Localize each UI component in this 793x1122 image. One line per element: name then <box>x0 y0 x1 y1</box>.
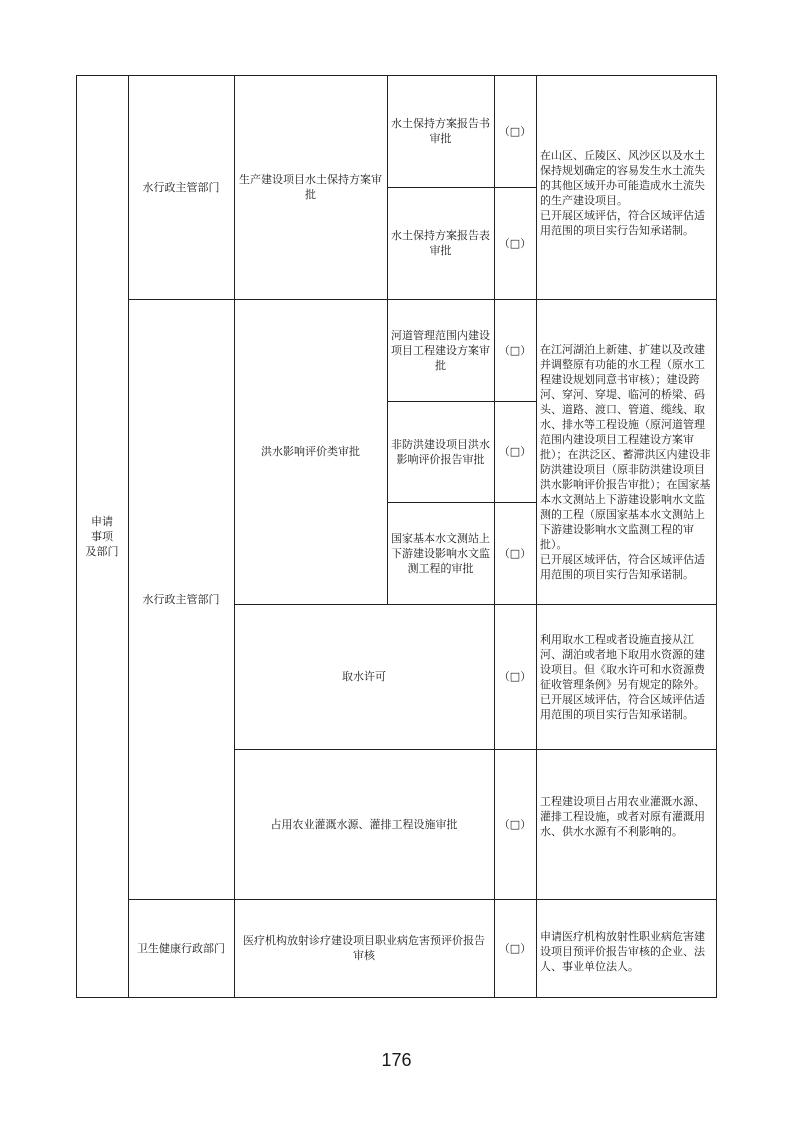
subitem-cell: 河道管理范围内建设项目工程建设方案审批 <box>391 328 490 372</box>
scope-cell: 利用取水工程或者设施直接从江河、湖泊或者地下取用水资源的建设项目。但《取水许可和水资源费征收管理条例》另有规定的除外。已开展区域评估，符合区域评估适用范围的项目实行告知承诺制。 <box>540 633 705 721</box>
subitem-cell: 水土保持方案报告表审批 <box>391 229 490 257</box>
checkbox-mark: （□） <box>498 670 532 683</box>
checkbox-mark: （□） <box>498 236 532 250</box>
checkbox-mark: （□） <box>498 817 532 831</box>
category-cell: 申请 事项 及部门 <box>85 515 119 558</box>
scope-cell: 在山区、丘陵区、风沙区以及水土保持规划确定的容易发生水土流失的其他区域开办可能造成水土流失的生产建设项目。 已开展区域评估，符合区域评估适用范围的项目实行告知承诺制。 <box>540 149 705 237</box>
matter-cell: 医疗机构放射诊疗建设项目职业病危害预评价报告审核 <box>243 934 485 962</box>
checkbox-mark: （□） <box>498 124 532 138</box>
matter-cell: 生产建设项目水土保持方案审批 <box>239 173 382 201</box>
department-cell: 卫生健康行政部门 <box>137 941 225 955</box>
table-border-bottom <box>76 997 717 998</box>
checkbox-mark: （□） <box>498 445 532 458</box>
matter-cell: 洪水影响评价类审批 <box>261 445 360 458</box>
checkbox-mark: （□） <box>498 343 532 357</box>
page-number: 176 <box>381 1050 412 1070</box>
scope-cell: 申请医疗机构放射性职业病危害建设项目预评价报告审核的企业、法人、事业单位法人。 <box>540 930 705 973</box>
subitem-cell: 水土保持方案报告书审批 <box>391 117 490 145</box>
department-cell: 水行政主管部门 <box>142 592 220 606</box>
matter-cell: 占用农业灌溉水源、灌排工程设施审批 <box>270 817 458 831</box>
table-border-right <box>716 75 717 998</box>
checkbox-mark: （□） <box>498 546 532 560</box>
scope-cell: 工程建设项目占用农业灌溉水源、灌排工程设施，或者对原有灌溉用水、供水水源有不利影响的。 <box>540 795 705 838</box>
matter-cell: 取水许可 <box>342 670 386 683</box>
subitem-cell: 国家基本水文测站上下游建设影响水文监测工程的审批 <box>391 531 490 575</box>
checkbox-mark: （□） <box>498 941 532 955</box>
department-cell: 水行政主管部门 <box>142 180 220 194</box>
subitem-cell: 非防洪建设项目洪水影响评价报告审批 <box>391 437 490 466</box>
scope-cell: 在江河湖泊上新建、扩建以及改建并调整原有功能的水工程（原水工程建设规划同意书审核）；建设跨河、穿河、穿堤、临河的桥梁、码头、道路、渡口、管道、缆线、取水、排水等工程设施（原河道管理范围内建设项目工程建设方案审批）；在洪泛区、蓄滞洪区内建设非防洪建设项目（原非防洪建设项目洪水影响评价报告审批）；在国家基本水文测站上下游建设影响水文监测的工程（原国家基本水文测站上下游建设影响水文监测工程的审批）。 已开展区域评估，符合区域评估适用范围的项目实行告知承诺制。 <box>540 343 711 581</box>
col-line-5 <box>536 75 537 998</box>
